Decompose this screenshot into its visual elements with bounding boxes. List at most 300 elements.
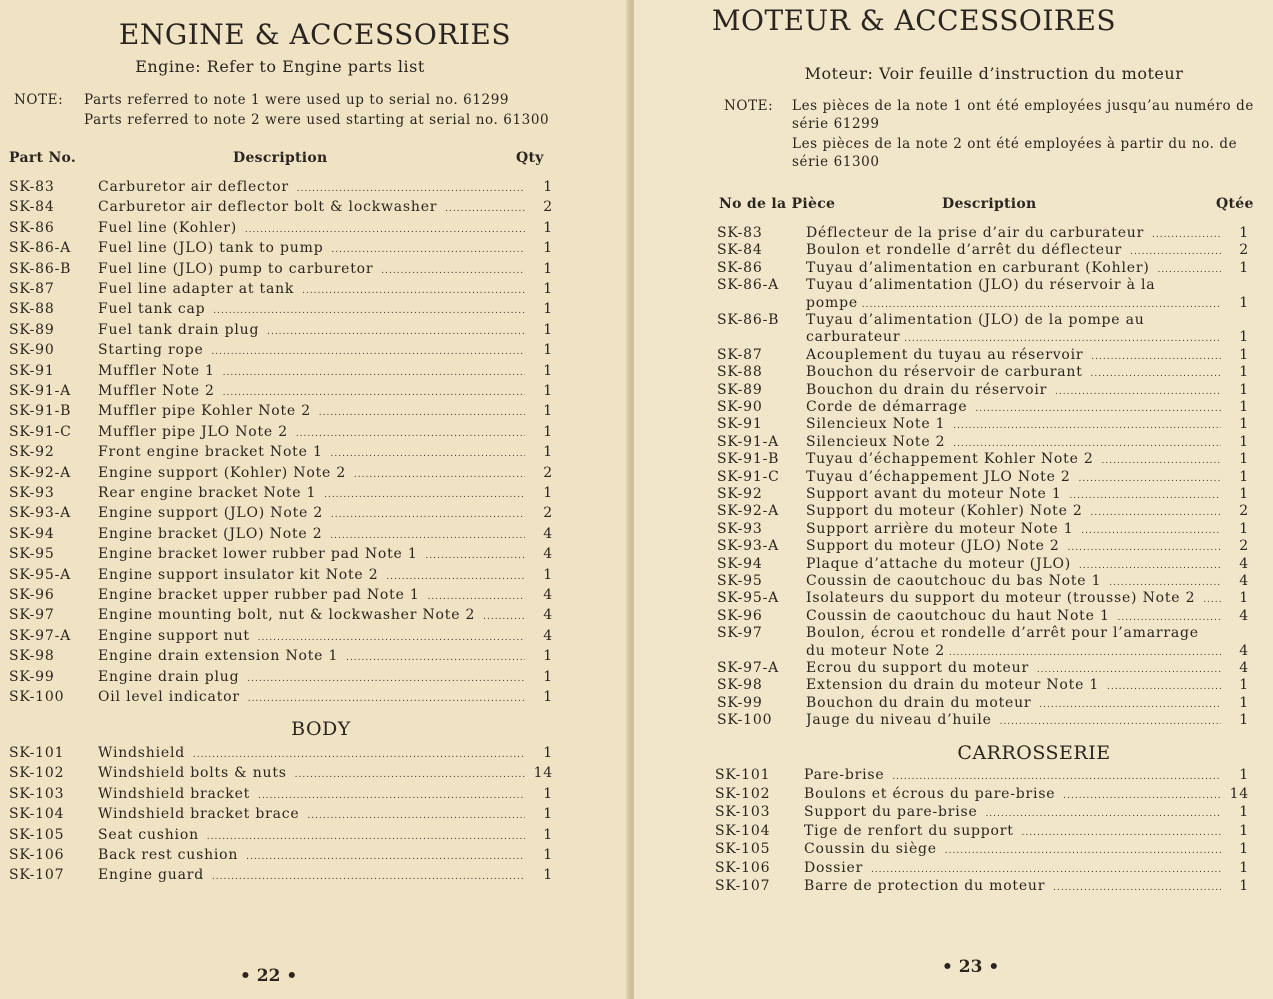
part-number: SK-86-B: [9, 260, 72, 277]
description: [806, 677, 1221, 693]
part-number: SK-105: [715, 841, 771, 857]
table-row: [9, 260, 553, 279]
quantity: 1: [1239, 859, 1249, 876]
description: [98, 240, 525, 256]
table-row: [9, 826, 553, 845]
quantity: 1: [1239, 486, 1249, 502]
part-number: SK-107: [715, 878, 771, 894]
quantity: 1: [543, 219, 553, 236]
part-number: SK-93: [717, 520, 763, 537]
description-text: Engine drain extension Note 1: [98, 648, 339, 665]
table-row: [715, 841, 1253, 859]
table-row: [715, 786, 1253, 804]
note-label: NOTE:: [724, 98, 774, 114]
description-continued-text: du moteur Note 2: [806, 642, 945, 659]
description: [806, 451, 1221, 467]
table-row: [715, 767, 1253, 785]
table-row: [717, 677, 1253, 695]
description-text: Isolateurs du support du moteur (trousse) Note 2: [806, 590, 1196, 607]
quantity: 4: [1239, 607, 1249, 624]
quantity: 1: [1239, 294, 1249, 311]
part-number: SK-84: [717, 242, 763, 259]
part-number: SK-90: [9, 342, 55, 359]
description-text: Corde de démarrage: [806, 399, 968, 415]
description-text: Engine support (JLO) Note 2: [98, 505, 324, 522]
note-label: NOTE:: [14, 92, 64, 108]
table-row: [717, 590, 1253, 608]
description: [98, 526, 525, 542]
quantity: 1: [543, 485, 553, 501]
table-row: [9, 485, 553, 503]
quantity: 1: [543, 179, 553, 195]
table-row: [717, 225, 1253, 243]
part-number: SK-97: [717, 625, 763, 642]
header-description: Description: [942, 196, 1037, 212]
quantity: 1: [543, 668, 553, 685]
description: [98, 806, 525, 822]
quantity: 4: [543, 546, 553, 563]
part-number: SK-107: [9, 867, 65, 884]
note-line-2: Les pièces de la note 2 ont été employées à partir du no. de série 61300: [792, 136, 1238, 170]
part-number: SK-99: [717, 694, 763, 711]
part-number: SK-86-A: [717, 277, 780, 294]
table-row: [9, 505, 553, 523]
part-number: SK-89: [717, 381, 763, 398]
part-number: SK-98: [9, 648, 55, 665]
table-row: [9, 525, 553, 544]
description: [806, 608, 1221, 624]
description-text: Carburetor air deflector: [98, 179, 289, 195]
note-block: [724, 97, 1259, 177]
description-text: Rear engine bracket Note 1: [98, 485, 317, 501]
part-number: SK-103: [9, 785, 65, 802]
quantity: 2: [1239, 242, 1249, 259]
description: [804, 767, 1221, 783]
quantity: 4: [1239, 573, 1249, 589]
page-subtitle: Moteur: Voir feuille d’instruction du moteur: [804, 64, 1184, 83]
quantity: 1: [1239, 381, 1249, 398]
description: [98, 383, 525, 399]
table-row: [9, 179, 553, 197]
description-text: Jauge du niveau d’huile: [806, 712, 992, 729]
part-number: SK-86: [717, 259, 763, 276]
header-description: Description: [233, 150, 328, 166]
description: [98, 546, 525, 562]
description-text: Extension du drain du moteur Note 1: [806, 677, 1100, 694]
description-text: Coussin du siège: [804, 841, 937, 857]
quantity: 1: [1239, 767, 1249, 783]
description-text: Back rest cushion: [98, 847, 239, 863]
quantity: 2: [1239, 503, 1249, 520]
table-row: [717, 695, 1253, 713]
description: [806, 695, 1221, 711]
table-row: [717, 451, 1253, 469]
page-title: ENGINE & ACCESSORIES: [118, 18, 512, 51]
description-text: Engine support (Kohler) Note 2: [98, 464, 347, 481]
description-continued: [806, 295, 1221, 311]
description: [98, 179, 525, 195]
description: [804, 860, 1221, 876]
description-text: Front engine bracket Note 1: [98, 444, 323, 461]
description: [804, 841, 1221, 857]
header-part-no: Part No.: [9, 150, 77, 166]
description: [98, 403, 525, 419]
description-text: Engine bracket lower rubber pad Note 1: [98, 546, 418, 563]
quantity: 1: [1239, 712, 1249, 729]
table-row: [715, 860, 1253, 878]
quantity: 2: [543, 199, 553, 216]
table-row: [715, 878, 1253, 896]
quantity: 14: [1229, 785, 1249, 802]
quantity: 1: [543, 240, 553, 257]
section-title-body: BODY: [291, 718, 351, 740]
quantity: 4: [543, 525, 553, 542]
description-text: Windshield: [98, 745, 186, 761]
table-row: [717, 260, 1253, 278]
table-row: [9, 806, 553, 824]
table-row: [715, 823, 1253, 841]
description: [98, 444, 525, 460]
page-title: MOTEUR & ACCESSOIRES: [711, 4, 1117, 37]
description-text: Muffler pipe JLO Note 2: [98, 423, 288, 440]
table-row: [9, 403, 553, 421]
description: [98, 281, 525, 297]
table-row: [9, 847, 553, 865]
part-number: SK-91-B: [9, 403, 72, 420]
quantity: 14: [533, 765, 553, 782]
description: [98, 827, 525, 843]
table-row: [9, 281, 553, 299]
description: [804, 823, 1221, 839]
quantity: 4: [1239, 555, 1249, 572]
quantity: 1: [543, 321, 553, 338]
description: [806, 347, 1221, 363]
header-qty: Qtée: [1216, 196, 1254, 212]
part-number: SK-95: [9, 546, 55, 563]
quantity: 1: [1239, 433, 1249, 450]
part-number: SK-94: [9, 525, 55, 542]
right-page: [634, 0, 1273, 999]
table-row: [9, 765, 553, 783]
table-row: [9, 627, 553, 646]
description: [98, 465, 525, 481]
quantity: 4: [543, 607, 553, 624]
description: [804, 786, 1221, 802]
quantity: 1: [1239, 677, 1249, 694]
part-number: SK-93-A: [717, 538, 780, 555]
quantity: 1: [1239, 878, 1249, 894]
description: [806, 556, 1221, 572]
table-row: [717, 434, 1253, 452]
description-text: Bouchon du réservoir de carburant: [806, 364, 1083, 381]
part-number: SK-83: [9, 179, 55, 195]
part-number: SK-92-A: [9, 464, 72, 481]
left-page: [0, 0, 630, 999]
description: [98, 220, 525, 236]
part-number: SK-103: [715, 804, 771, 820]
description: [98, 322, 525, 338]
table-row: [9, 566, 553, 585]
description-text: Muffler Note 1: [98, 362, 215, 379]
quantity: 1: [543, 847, 553, 863]
quantity: 1: [543, 745, 553, 761]
quantity: 2: [1239, 538, 1249, 555]
description-text: Windshield bracket brace: [98, 806, 300, 823]
description-text: Muffler Note 2: [98, 383, 215, 399]
part-number: SK-86-A: [9, 240, 72, 257]
description-text: Dossier: [804, 859, 864, 876]
table-row: [9, 199, 553, 217]
description-continued: [806, 643, 1221, 659]
description-text: Windshield bolts & nuts: [98, 765, 287, 782]
quantity: 1: [543, 785, 553, 802]
description: [98, 587, 525, 603]
quantity: 1: [1239, 841, 1249, 857]
description-text: Tuyau d’échappement Kohler Note 2: [806, 451, 1094, 468]
part-number: SK-97-A: [9, 627, 72, 644]
description-text: Boulons et écrous du pare-brise: [804, 785, 1056, 802]
table-row: [717, 503, 1253, 521]
description: [804, 878, 1221, 894]
quantity: 1: [543, 342, 553, 359]
table-row: [717, 277, 1253, 312]
description-text: Windshield bracket: [98, 785, 251, 802]
table-row: [9, 240, 553, 258]
table-row: [9, 587, 553, 605]
table-row: [9, 219, 553, 238]
description: [98, 745, 525, 761]
description: [806, 469, 1221, 485]
table-row: [717, 364, 1253, 382]
description-text: Support arrière du moteur Note 1: [806, 520, 1074, 537]
quantity: 1: [1239, 694, 1249, 711]
quantity: 2: [543, 464, 553, 481]
quantity: 1: [1239, 590, 1249, 607]
quantity: 1: [1239, 364, 1249, 381]
part-number: SK-91-C: [9, 423, 72, 440]
description: [806, 260, 1221, 276]
part-number: SK-90: [717, 399, 763, 415]
description-text: Bouchon du drain du moteur: [806, 694, 1032, 711]
description-text: Boulon et rondelle d’arrêt du déflecteur: [806, 242, 1123, 259]
description-text: Barre de protection du moteur: [804, 878, 1046, 894]
description-text: Coussin de caoutchouc du haut Note 1: [806, 607, 1110, 624]
quantity: 1: [543, 444, 553, 461]
description-text: Engine bracket upper rubber pad Note 1: [98, 587, 420, 603]
part-number: SK-92: [717, 486, 763, 502]
part-number: SK-96: [717, 607, 763, 624]
part-number: SK-92: [9, 444, 55, 461]
table-row: [717, 469, 1253, 487]
header-qty: Qty: [516, 150, 544, 166]
note-line-1: Parts referred to note 1 were used up to serial no. 61299: [84, 92, 510, 108]
part-number: SK-91-B: [717, 451, 780, 468]
quantity: 1: [1239, 329, 1249, 346]
description-text: Ecrou du support du moteur: [806, 660, 1029, 676]
part-number: SK-91-A: [9, 383, 72, 399]
table-row: [9, 301, 553, 319]
description-text: Silencieux Note 2: [806, 433, 946, 450]
part-number: SK-101: [9, 745, 65, 761]
description-text: Fuel line (Kohler): [98, 219, 237, 236]
description: [98, 261, 525, 277]
table-row: [9, 464, 553, 483]
part-number: SK-94: [717, 555, 763, 572]
description: [98, 669, 525, 685]
header-part-no: No de la Pièce: [719, 196, 836, 212]
quantity: 2: [543, 505, 553, 522]
description: [98, 363, 525, 379]
description-text: Starting rope: [98, 342, 204, 359]
page-number: • 22 •: [240, 966, 298, 986]
part-number: SK-84: [9, 199, 55, 216]
description: [98, 485, 525, 501]
part-number: SK-88: [9, 301, 55, 318]
description: [806, 503, 1221, 519]
quantity: 1: [1239, 451, 1249, 468]
part-number: SK-106: [715, 859, 771, 876]
quantity: 1: [543, 423, 553, 440]
quantity: 1: [1239, 520, 1249, 537]
description-text: Bouchon du drain du réservoir: [806, 381, 1048, 398]
description: [806, 416, 1221, 432]
part-number: SK-101: [715, 767, 771, 783]
table-row: [715, 804, 1253, 822]
table-row: [717, 660, 1253, 678]
description-text: Silencieux Note 1: [806, 416, 946, 433]
description: [98, 301, 525, 317]
quantity: 1: [543, 403, 553, 420]
table-row: [717, 416, 1253, 434]
description: [806, 364, 1221, 380]
page-subtitle: Engine: Refer to Engine parts list: [135, 57, 425, 76]
description-text: Acouplement du tuyau au réservoir: [806, 346, 1084, 363]
quantity: 4: [1239, 642, 1249, 659]
description: [98, 567, 525, 583]
description-text: Carburetor air deflector bolt & lockwasher: [98, 199, 438, 216]
part-number: SK-93-A: [9, 505, 72, 522]
part-number: SK-86-B: [717, 312, 780, 328]
table-row: [717, 486, 1253, 504]
quantity: 1: [543, 301, 553, 318]
description: [804, 804, 1221, 820]
table-row: [717, 399, 1253, 417]
note-line-1: Les pièces de la note 1 ont été employées jusqu’au numéro de série 61299: [792, 98, 1254, 132]
table-row: [9, 745, 553, 763]
page-number: • 23 •: [942, 957, 1000, 977]
part-number: SK-97: [9, 607, 55, 624]
description-text: Fuel tank cap: [98, 301, 206, 318]
quantity: 1: [543, 867, 553, 884]
part-number: SK-86: [9, 219, 55, 236]
part-number: SK-91-C: [717, 468, 780, 485]
part-number: SK-91: [717, 416, 763, 433]
table-row: [717, 312, 1253, 347]
quantity: 1: [543, 689, 553, 705]
part-number: SK-104: [715, 822, 771, 839]
description: Boulon, écrou et rondelle d’arrêt pour l’amarrage: [806, 625, 1199, 642]
part-number: SK-95-A: [717, 590, 780, 607]
part-number: SK-104: [9, 806, 65, 823]
description-text: Déflecteur de la prise d’air du carburateur: [806, 225, 1145, 241]
part-number: SK-88: [717, 364, 763, 381]
part-number: SK-97-A: [717, 660, 780, 676]
quantity: 1: [543, 806, 553, 823]
description: [98, 628, 525, 644]
part-number: SK-87: [717, 346, 763, 363]
table-row: [9, 444, 553, 462]
part-number: SK-95: [717, 573, 763, 589]
description-text: Fuel line (JLO) tank to pump: [98, 240, 324, 257]
description-continued-text: carburateur: [806, 329, 901, 346]
description: [98, 505, 525, 521]
description: [98, 689, 525, 705]
description: [98, 786, 525, 802]
description-text: Engine guard: [98, 867, 205, 884]
table-row: [9, 785, 553, 804]
description-text: Seat cushion: [98, 826, 199, 843]
quantity: 1: [1239, 416, 1249, 433]
description: [806, 382, 1221, 398]
table-row: [717, 556, 1253, 574]
part-number: SK-105: [9, 826, 65, 843]
quantity: 1: [1239, 468, 1249, 485]
part-number: SK-99: [9, 668, 55, 685]
description-text: Oil level indicator: [98, 689, 240, 705]
quantity: 1: [1239, 399, 1249, 415]
table-row: [9, 423, 553, 442]
table-row: [9, 607, 553, 625]
description-text: Fuel tank drain plug: [98, 321, 260, 338]
table-row: [9, 321, 553, 340]
description-text: Engine support insulator kit Note 2: [98, 566, 379, 583]
table-row: [717, 712, 1253, 730]
description: [806, 660, 1221, 676]
table-row: [717, 242, 1253, 260]
description-text: Muffler pipe Kohler Note 2: [98, 403, 311, 420]
part-number: SK-93: [9, 485, 55, 501]
table-row: [717, 382, 1253, 400]
table-row: [717, 538, 1253, 556]
table-row: [717, 608, 1253, 626]
part-number: SK-87: [9, 281, 55, 297]
description-text: Pare-brise: [804, 767, 885, 783]
quantity: 1: [1239, 804, 1249, 820]
table-row: [9, 546, 553, 564]
part-number: SK-91-A: [717, 433, 780, 450]
quantity: 1: [543, 648, 553, 665]
quantity: 1: [543, 826, 553, 843]
description-text: Tige de renfort du support: [804, 822, 1014, 839]
description-text: Support avant du moteur Note 1: [806, 486, 1062, 502]
part-number: SK-100: [717, 712, 773, 729]
quantity: 1: [1239, 259, 1249, 276]
quantity: 1: [543, 383, 553, 399]
description: [806, 573, 1221, 589]
quantity: 1: [543, 281, 553, 297]
description: [806, 590, 1221, 606]
part-number: SK-102: [9, 765, 65, 782]
note-line-2: Parts referred to note 2 were used starting at serial no. 61300: [84, 112, 550, 128]
table-row: [9, 362, 553, 381]
table-row: [9, 689, 553, 707]
description-text: Engine mounting bolt, nut & lockwasher Note 2: [98, 607, 476, 624]
part-number: SK-83: [717, 225, 763, 241]
quantity: 1: [1239, 225, 1249, 241]
description: [98, 765, 525, 781]
part-number: SK-89: [9, 321, 55, 338]
description: [98, 648, 525, 664]
